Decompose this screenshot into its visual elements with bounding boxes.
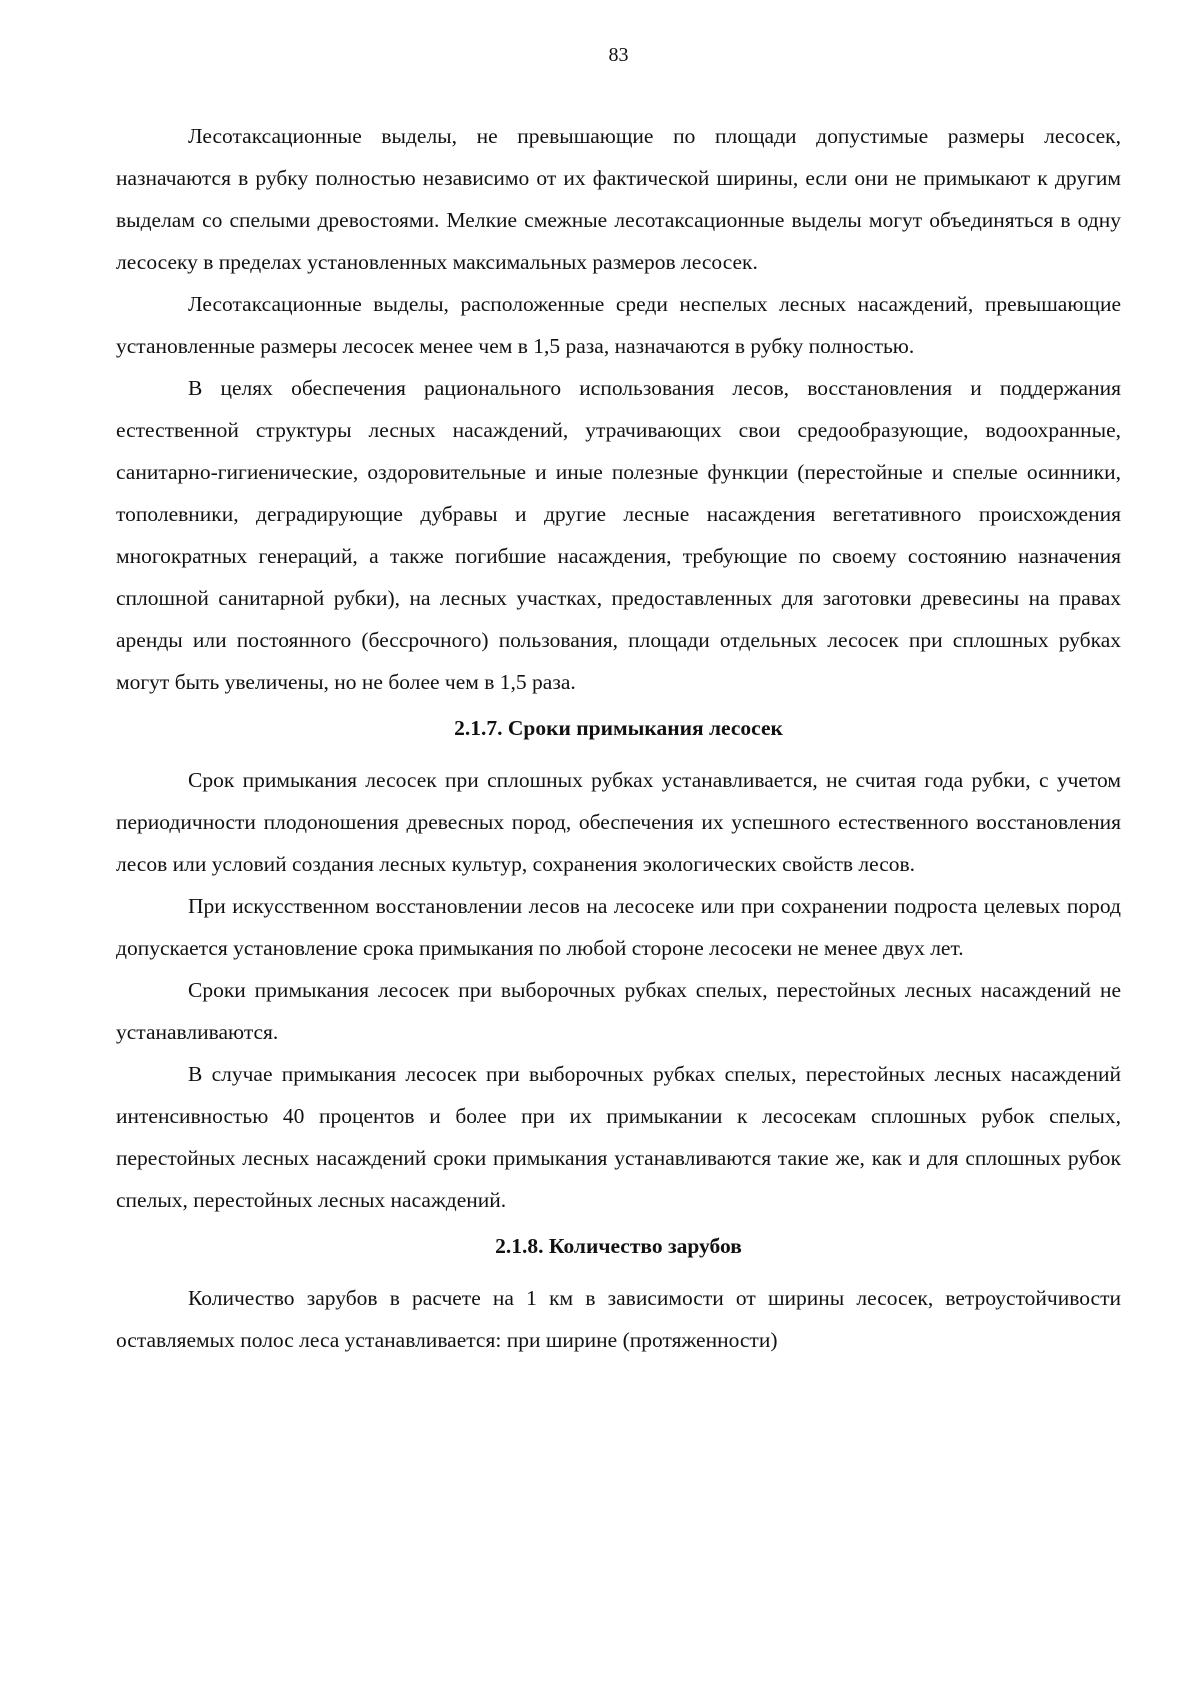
document-body (116, 115, 1121, 1361)
paragraph: Количество зарубов в расчете на 1 км в зависимости от ширины лесосек, ветроустойчивости оставляемых полос леса устанавливается: при ширине (протяженности) (116, 1286, 1121, 1352)
paragraph: При искусственном восстановлении лесов на лесосеке или при сохранении подроста целевых пород допускается установление срока примыкания по любой стороне лесосеки не менее двух лет. (116, 894, 1121, 960)
paragraph: В целях обеспечения рационального использования лесов, восстановления и поддержания естественной структуры лесных насаждений, утрачивающих свои средообразующие, водоохранные, санитарно-гигиенические, оздоровительные и иные полезные функции (перестойные и спелые осинники, тополевники, деградирующие дубравы и другие лесные насаждения вегетативного происхождения многократных генераций, а также погибшие насаждения, требующие по своему состоянию назначения сплошной санитарной рубки), на лесных участках, предоставленных для заготовки древесины на правах аренды или постоянного (бессрочного) пользования, площади отдельных лесосек при сплошных рубках могут быть увеличены, но не более чем в 1,5 раза. (116, 376, 1121, 694)
section-heading: 2.1.8. Количество зарубов (495, 1234, 742, 1258)
paragraph: В случае примыкания лесосек при выборочных рубках спелых, перестойных лесных насаждений интенсивностью 40 процентов и более при их примыкании к лесосекам сплошных рубок спелых, перестойных лесных насаждений сроки примыкания устанавливаются такие же, как и для сплошных рубок спелых, перестойных лесных насаждений. (116, 1062, 1121, 1212)
paragraph: Сроки примыкания лесосек при выборочных рубках спелых, перестойных лесных насаждений не устанавливаются. (116, 978, 1121, 1044)
paragraph: Срок примыкания лесосек при сплошных рубках устанавливается, не считая года рубки, с учетом периодичности плодоношения древесных пород, обеспечения их успешного естественного восстановления лесов или условий создания лесных культур, сохранения экологических свойств лесов. (116, 768, 1121, 876)
paragraph: Лесотаксационные выделы, не превышающие по площади допустимые размеры лесосек, назначаются в рубку полностью независимо от их фактической ширины, если они не примыкают к другим выделам со спелыми древостоями. Мелкие смежные лесотаксационные выделы могут объединяться в одну лесосеку в пределах установленных максимальных размеров лесосек. (116, 124, 1121, 274)
page-number: 83 (608, 44, 629, 66)
section-heading: 2.1.7. Сроки примыкания лесосек (454, 716, 783, 740)
paragraph: Лесотаксационные выделы, расположенные среди неспелых лесных насаждений, превышающие установленные размеры лесосек менее чем в 1,5 раза, назначаются в рубку полностью. (116, 292, 1121, 358)
